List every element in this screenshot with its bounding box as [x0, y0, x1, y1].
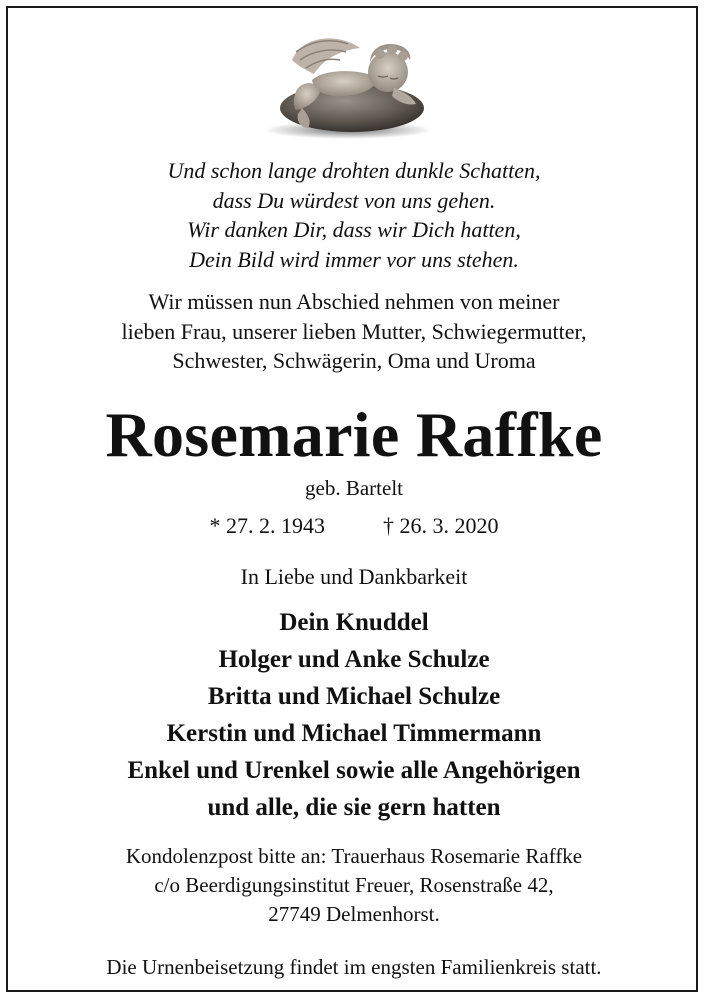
death-date: † 26. 3. 2020 [383, 513, 499, 538]
mourner-name: Holger und Anke Schulze [218, 646, 490, 673]
poem-line: Und schon lange drohten dunkle Schatten, [167, 158, 541, 183]
mourner-name: Britta und Michael Schulze [207, 683, 501, 710]
mourners-list [0, 604, 708, 826]
contact-line: c/o Beerdigungsinstitut Freuer, Rosenstraße 42, [154, 873, 554, 897]
intro-line: Schwester, Schwägerin, Oma und Uroma [172, 348, 536, 373]
funeral-note: Die Urnenbeisetzung findet im engsten Familienkreis statt. [106, 955, 602, 979]
mourner-name: Kerstin und Michael Timmermann [166, 720, 542, 747]
poem-line: Dein Bild wird immer vor uns stehen. [189, 246, 519, 272]
poem [0, 156, 708, 274]
sleeping-angel-on-stone-icon [262, 30, 434, 142]
contact-line: Kondolenzpost bitte an: Trauerhaus Rosemarie Raffke [125, 844, 583, 868]
intro-line: Wir müssen nun Abschied nehmen von meiner [148, 289, 560, 314]
birth-date: * 27. 2. 1943 [209, 513, 325, 538]
mourner-name: und alle, die sie gern hatten [207, 794, 501, 821]
life-dates [0, 512, 708, 540]
poem-line: dass Du würdest von uns gehen. [212, 187, 496, 213]
intro-line: lieben Frau, unserer lieben Mutter, Schwiegermutter, [121, 318, 587, 344]
farewell-intro [0, 287, 708, 376]
poem-line: Wir danken Dir, dass wir Dich hatten, [187, 217, 521, 242]
mourner-name: Enkel und Urenkel sowie alle Angehörigen [127, 757, 581, 784]
condolence-address [0, 842, 708, 929]
birth-name: geb. Bartelt [305, 476, 403, 500]
mourner-name: Dein Knuddel [279, 609, 429, 636]
deceased-name: Rosemarie Raffke [105, 399, 603, 470]
contact-line: 27749 Delmenhorst. [268, 902, 440, 926]
love-line: In Liebe und Dankbarkeit [240, 564, 468, 589]
